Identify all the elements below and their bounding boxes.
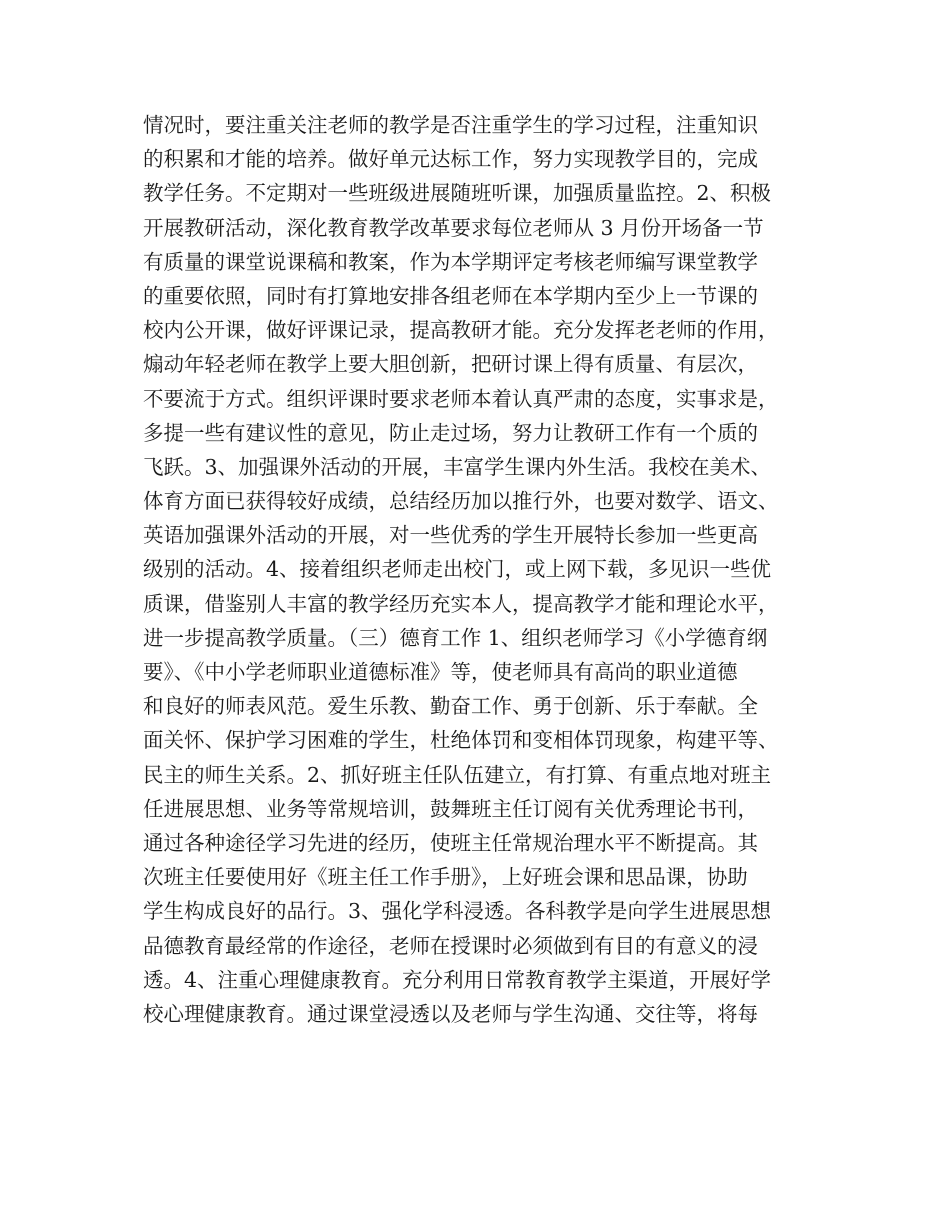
text-line-24: 学生构成良好的品行。3、强化学科浸透。各科教学是向学生进展思想 [143,899,772,924]
text-line-25: 品德教育最经常的作途径，老师在授课时必须做到有目的有意义的浸 [143,933,758,958]
text-line-5: 有质量的课堂说课稿和教案，作为本学期评定考核老师编写课堂教学 [143,249,758,274]
text-line-13: 英语加强课外活动的开展，对一些优秀的学生开展特长参加一些更高 [143,523,758,548]
text-line-6: 的重要依照，同时有打算地安排各组老师在本学期内至少上一节课的 [143,283,758,308]
text-line-16: 进一步提高教学质量。（三）德育工作 1、组织老师学习《小学德育纲 [143,625,768,650]
text-line-26: 透。4、注重心理健康教育。充分利用日常教育教学主渠道，开展好学 [143,967,772,992]
text-line-9: 不要流于方式。组织评课时要求老师本着认真严肃的态度，实事求是， [143,386,779,411]
text-line-7: 校内公开课，做好评课记录，提高教研才能。充分发挥老老师的作用， [143,318,779,343]
text-line-8: 煽动年轻老师在教学上要大胆创新，把研讨课上得有质量、有层次， [143,352,758,377]
text-line-20: 民主的师生关系。2、抓好班主任队伍建立，有打算、有重点地对班主 [143,762,772,787]
text-line-22: 通过各种途径学习先进的经历，使班主任常规治理水平不断提高。其 [143,830,758,855]
text-line-15: 质课，借鉴别人丰富的教学经历充实本人，提高教学才能和理论水平， [143,591,779,616]
text-line-12: 体育方面已获得较好成绩，总结经历加以推行外，也要对数学、语文、 [143,489,779,514]
text-line-18: 和良好的师表风范。爱生乐教、勤奋工作、勇于创新、乐于奉献。全 [143,694,758,719]
text-line-14: 级别的活动。4、接着组织老师走出校门，或上网下载，多见识一些优 [143,557,772,582]
text-line-3: 教学任务。不定期对一些班级进展随班听课，加强质量监控。2、积极 [143,181,772,206]
text-line-17: 要》、《中小学老师职业道德标准》等，使老师具有高尚的职业道德 [143,660,738,684]
text-line-19: 面关怀、保护学习困难的学生，杜绝体罚和变相体罚现象，构建平等、 [143,728,779,753]
text-line-2: 的积累和才能的培养。做好单元达标工作，努力实现教学目的，完成 [143,147,758,172]
text-line-23: 次班主任要使用好《班主任工作手册》，上好班会课和思品课，协助 [143,865,748,890]
text-line-27: 校心理健康教育。通过课堂浸透以及老师与学生沟通、交往等，将每 [143,1001,758,1026]
text-line-4: 开展教研活动，深化教育教学改革要求每位老师从 3 月份开场备一节 [143,215,764,240]
body-text [143,108,823,1031]
text-line-1: 情况时，要注重关注老师的教学是否注重学生的学习过程，注重知识 [143,113,758,137]
text-line-21: 任进展思想、业务等常规培训，鼓舞班主任订阅有关优秀理论书刊， [143,796,758,821]
text-line-10: 多提一些有建议性的意见，防止走过场，努力让教研工作有一个质的 [143,420,758,445]
text-line-11: 飞跃。3、加强课外活动的开展，丰富学生课内外生活。我校在美术、 [143,454,772,479]
